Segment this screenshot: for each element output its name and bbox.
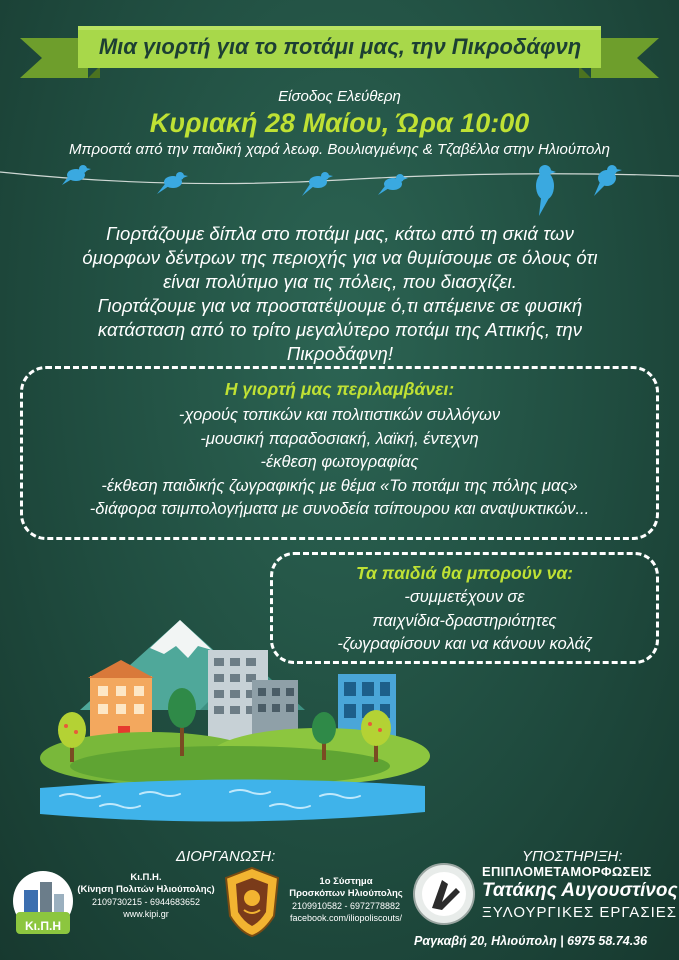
program-item: -έκθεση παιδικής ζωγραφικής με θέμα «Το ποτάμι της πόλης μας»: [101, 476, 578, 495]
kids-item: -συμμετέχουν σε: [404, 588, 525, 606]
birds-on-wire-illustration: [0, 150, 679, 225]
program-item: -χορούς τοπικών και πολιτιστικών συλλόγων: [178, 406, 501, 424]
intro-line: όμορφων δέντρων της περιοχής για να θυμίσουμε σε όλους ότι: [82, 247, 598, 268]
event-location: Μπροστά από την παιδική χαρά λεωφ. Βουλιαγμένης & Τζαβέλλα στην Ηλιούπολη: [69, 141, 610, 158]
program-item: -διάφορα τσιμπολογήματα με συνοδεία τσίπουρου και αναψυκτικών...: [89, 500, 590, 518]
scouts-logo: [224, 866, 280, 938]
bird-icon: [594, 165, 622, 196]
event-date-time: Κυριακή 28 Μαίου, Ώρα 10:00: [149, 108, 530, 138]
scouts-name-line1: 1ο Σύστημα: [319, 876, 373, 887]
intro-line: Πικροδάφνη!: [286, 343, 394, 364]
scouts-info: [278, 876, 414, 924]
kids-item: -ζωγραφίσουν και να κάνουν κολάζ: [337, 635, 592, 653]
bird-icon: [536, 165, 556, 216]
kipi-phones: 2109730215 - 6944683652: [91, 897, 201, 907]
poster-title: Μια γιορτή για το ποτάμι μας, την Πικροδάφνη: [98, 34, 582, 59]
program-list: [20, 404, 659, 522]
sponsor-company: ΕΠΙΠΛΟΜΕΤΑΜΟΡΦΩΣΕΙΣ: [482, 864, 652, 879]
bird-icon: [302, 172, 333, 196]
kipi-logo: [12, 870, 74, 938]
intro-paragraph-2: [30, 294, 650, 366]
kipi-name: Κι.Π.Η.: [130, 872, 162, 883]
bird-icon: [62, 165, 91, 185]
kipi-info: [76, 872, 216, 920]
free-entry-text: Είσοδος Ελεύθερη: [278, 88, 401, 105]
kipi-web: www.kipi.gr: [123, 909, 169, 919]
sponsor-name: Τατάκης Αυγουστίνος: [482, 880, 678, 901]
sponsor-label: ΥΠΟΣΤΗΡΙΞΗ:: [522, 848, 623, 865]
intro-paragraph-1: [30, 222, 650, 294]
sponsor-logo: [412, 862, 476, 926]
intro-line: Γιορτάζουμε για να προστατέψουμε ό,τι απέμεινε σε φυσική: [97, 295, 583, 316]
kids-item: παιχνίδια-δραστηριότητες: [372, 611, 557, 630]
kipi-full-name: (Κίνηση Πολιτών Ηλιούπολης): [77, 884, 215, 895]
sponsor-services: ΞΥΛΟΥΡΓΙΚΕΣ ΕΡΓΑΣΙΕΣ: [482, 904, 678, 921]
program-item: -μουσική παραδοσιακή, λαϊκή, έντεχνη: [200, 429, 479, 448]
program-heading: Η γιορτή μας περιλαμβάνει:: [224, 379, 455, 399]
city-river-illustration: [30, 600, 430, 830]
organizers-label: ΔΙΟΡΓΑΝΩΣΗ:: [176, 848, 276, 865]
kids-heading: Τα παιδιά θα μπορούν να:: [356, 563, 573, 583]
scouts-name-line2: Προσκόπων Ηλιούπολης: [289, 888, 403, 899]
intro-line: κατάσταση από το τρίτο μεγαλύτερο ποτάμι της Αττικής, την: [97, 319, 583, 340]
scouts-facebook: facebook.com/iliopoliscouts/: [289, 913, 403, 923]
kipi-logo-text: Κι.Π.Η: [25, 919, 61, 933]
program-item: -έκθεση φωτογραφίας: [260, 453, 419, 471]
intro-line: Γιορτάζουμε δίπλα στο ποτάμι μας, κάτω από τη σκιά των: [106, 223, 574, 244]
scouts-phones: 2109910582 - 6972778882: [291, 901, 401, 911]
sponsor-address: Ραγκαβή 20, Ηλιούπολη | 6975 58.74.36: [414, 934, 648, 948]
intro-line: είναι πολύτιμο για τις πόλεις, που διασχίζει.: [163, 271, 517, 292]
